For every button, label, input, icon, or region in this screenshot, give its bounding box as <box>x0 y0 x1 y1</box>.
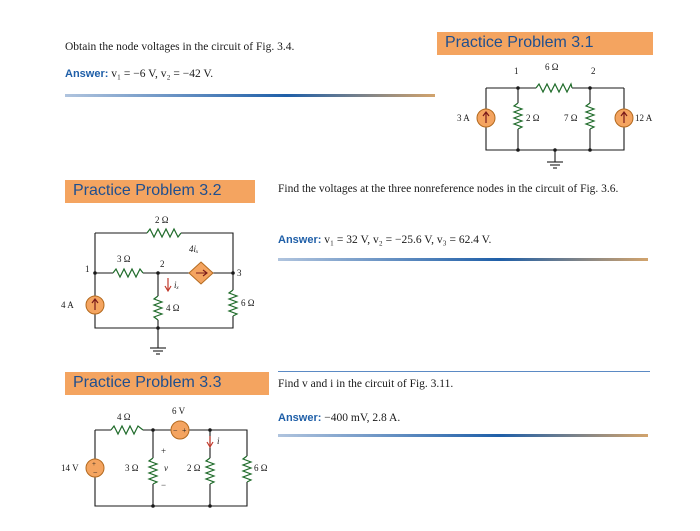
pp32-answer-text: v₁ = 32 V, v₂ = −25.6 V, v₃ = 62.4 V. <box>324 234 492 246</box>
pp31-label-r-top: 6 Ω <box>545 62 559 72</box>
pp33-answer-text: −400 mV, 2.8 A. <box>324 412 401 424</box>
pp32-label-r-center: 4 Ω <box>166 303 180 313</box>
pp33-label-r-b: 2 Ω <box>187 463 201 473</box>
pp31-circuit <box>440 58 660 178</box>
pp31-label-r-left: 2 Ω <box>526 113 540 123</box>
svg-text:−: − <box>93 468 98 477</box>
svg-text:+: + <box>182 426 187 435</box>
pp33-rule <box>278 434 648 437</box>
pp33-answer-label: Answer: <box>278 412 322 424</box>
pp32-circuit <box>55 208 275 368</box>
pp33-label-minus: − <box>161 480 167 490</box>
pp31-answer <box>65 68 213 80</box>
pp33-label-v: v <box>164 463 168 473</box>
pp33-label-v-src-left: 14 V <box>61 463 79 473</box>
pp32-label-dep-src: 4iₓ <box>189 244 199 254</box>
pp33-answer <box>278 412 400 424</box>
svg-text:−: − <box>173 426 178 435</box>
pp33-label-r-a: 3 Ω <box>125 463 139 473</box>
pp33-label-plus: + <box>161 446 167 456</box>
pp32-label-src: 4 A <box>61 300 74 310</box>
pp31-rule <box>65 94 435 97</box>
pp32-answer-label: Answer: <box>278 234 322 246</box>
pp32-label-r-right: 6 Ω <box>241 298 255 308</box>
pp32-label-ix: iₓ <box>174 280 180 290</box>
pp31-label-src-left: 3 A <box>457 113 470 123</box>
pp33-label-v-src-top: 6 V <box>172 406 186 416</box>
pp32-answer <box>278 234 491 246</box>
pp31-question: Obtain the node voltages in the circuit of Fig. 3.4. <box>65 41 295 53</box>
pp32-label-node2: 2 <box>160 259 165 269</box>
pp31-label-r-right: 7 Ω <box>564 113 578 123</box>
pp33-label-r-top: 4 Ω <box>117 412 131 422</box>
pp31-banner: Practice Problem 3.1 <box>437 32 653 55</box>
pp31-answer-label: Answer: <box>65 68 109 80</box>
pp33-top-rule <box>278 371 650 372</box>
pp31-answer-text: v₁ = −6 V, v₂ = −42 V. <box>111 68 214 80</box>
pp32-label-r-mid: 3 Ω <box>117 254 131 264</box>
pp33-label-r-c: 6 Ω <box>254 463 268 473</box>
pp32-label-node3: 3 <box>237 268 242 278</box>
pp32-question: Find the voltages at the three nonreference nodes in the circuit of Fig. 3.6. <box>278 183 619 195</box>
pp32-label-node1: 1 <box>85 264 90 274</box>
pp32-label-r-top: 2 Ω <box>155 215 169 225</box>
pp32-banner: Practice Problem 3.2 <box>65 180 255 203</box>
svg-text:+: + <box>92 460 96 468</box>
pp32-rule <box>278 258 648 261</box>
pp33-banner: Practice Problem 3.3 <box>65 372 269 395</box>
pp33-label-i: i <box>217 436 220 446</box>
pp33-question: Find v and i in the circuit of Fig. 3.11. <box>278 378 454 390</box>
pp33-circuit <box>55 398 275 523</box>
pp31-label-node2: 2 <box>591 66 596 76</box>
pp31-label-src-right: 12 A <box>635 113 653 123</box>
pp31-label-node1: 1 <box>514 66 519 76</box>
